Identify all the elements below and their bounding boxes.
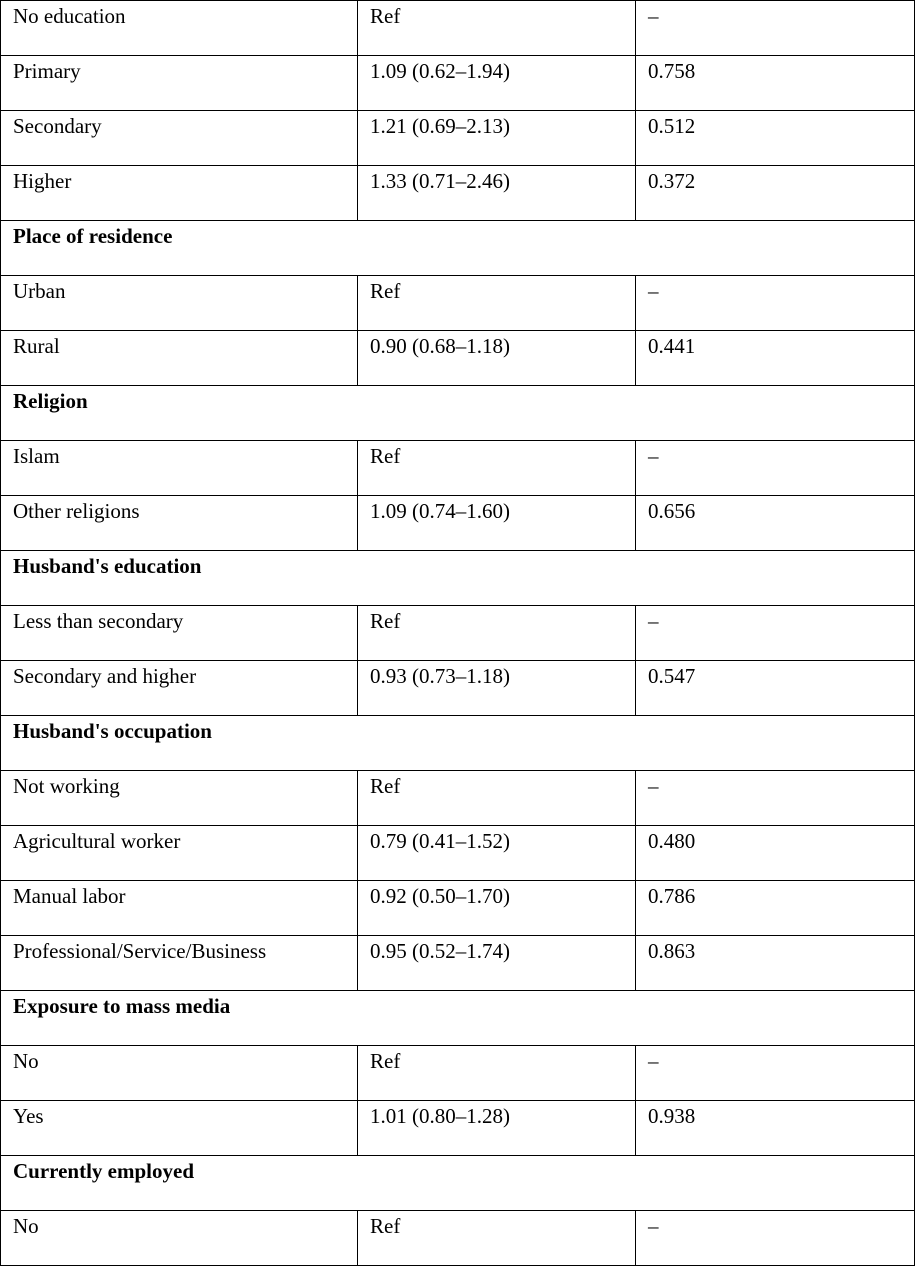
- table-row: [1, 1211, 915, 1266]
- variable-label-cell: Professional/Service/Business: [1, 936, 358, 991]
- section-label: Place of residence: [1, 221, 915, 276]
- p-value-cell: 0.480: [636, 826, 915, 881]
- odds-ratio-cell: Ref: [358, 276, 636, 331]
- section-header-row: [1, 386, 915, 441]
- table-row: [1, 1046, 915, 1101]
- section-label: Husband's education: [1, 551, 915, 606]
- p-value-cell: 0.786: [636, 881, 915, 936]
- p-value-cell: 0.441: [636, 331, 915, 386]
- p-value-cell: –: [636, 1, 915, 56]
- section-label: Currently employed: [1, 1156, 915, 1211]
- odds-ratio-cell: 1.09 (0.62–1.94): [358, 56, 636, 111]
- odds-ratio-cell: 0.92 (0.50–1.70): [358, 881, 636, 936]
- p-value-cell: 0.758: [636, 56, 915, 111]
- table-row: [1, 111, 915, 166]
- p-value-cell: –: [636, 606, 915, 661]
- variable-label-cell: Rural: [1, 331, 358, 386]
- table-row: [1, 881, 915, 936]
- table-row: [1, 496, 915, 551]
- odds-ratio-cell: 0.95 (0.52–1.74): [358, 936, 636, 991]
- table-row: [1, 771, 915, 826]
- variable-label-cell: Urban: [1, 276, 358, 331]
- table-row: [1, 936, 915, 991]
- variable-label-cell: Primary: [1, 56, 358, 111]
- section-label: Religion: [1, 386, 915, 441]
- odds-ratio-cell: 1.33 (0.71–2.46): [358, 166, 636, 221]
- p-value-cell: 0.372: [636, 166, 915, 221]
- odds-ratio-cell: 1.21 (0.69–2.13): [358, 111, 636, 166]
- table-body: [1, 1, 915, 1266]
- variable-label-cell: No education: [1, 1, 358, 56]
- section-header-row: [1, 1156, 915, 1211]
- p-value-cell: –: [636, 1211, 915, 1266]
- odds-ratio-cell: Ref: [358, 441, 636, 496]
- section-header-row: [1, 551, 915, 606]
- variable-label-cell: Secondary and higher: [1, 661, 358, 716]
- variable-label-cell: Higher: [1, 166, 358, 221]
- variable-label-cell: Yes: [1, 1101, 358, 1156]
- section-header-row: [1, 221, 915, 276]
- p-value-cell: –: [636, 441, 915, 496]
- odds-ratio-cell: 0.79 (0.41–1.52): [358, 826, 636, 881]
- odds-ratio-cell: 0.90 (0.68–1.18): [358, 331, 636, 386]
- section-label: Exposure to mass media: [1, 991, 915, 1046]
- odds-ratio-cell: 0.93 (0.73–1.18): [358, 661, 636, 716]
- table-row: [1, 606, 915, 661]
- variable-label-cell: Manual labor: [1, 881, 358, 936]
- variable-label-cell: Agricultural worker: [1, 826, 358, 881]
- p-value-cell: 0.547: [636, 661, 915, 716]
- p-value-cell: 0.938: [636, 1101, 915, 1156]
- table-row: [1, 276, 915, 331]
- odds-ratio-cell: Ref: [358, 606, 636, 661]
- variable-label-cell: Islam: [1, 441, 358, 496]
- odds-ratio-cell: 1.01 (0.80–1.28): [358, 1101, 636, 1156]
- table-row: [1, 1101, 915, 1156]
- odds-ratio-cell: Ref: [358, 1, 636, 56]
- variable-label-cell: Secondary: [1, 111, 358, 166]
- variable-label-cell: Less than secondary: [1, 606, 358, 661]
- table-row: [1, 331, 915, 386]
- table-row: [1, 56, 915, 111]
- table-row: [1, 441, 915, 496]
- section-header-row: [1, 991, 915, 1046]
- p-value-cell: –: [636, 1046, 915, 1101]
- table-row: [1, 1, 915, 56]
- variable-label-cell: No: [1, 1046, 358, 1101]
- p-value-cell: 0.512: [636, 111, 915, 166]
- variable-label-cell: No: [1, 1211, 358, 1266]
- variable-label-cell: Not working: [1, 771, 358, 826]
- variable-label-cell: Other religions: [1, 496, 358, 551]
- odds-ratio-cell: Ref: [358, 1046, 636, 1101]
- table-row: [1, 826, 915, 881]
- odds-ratio-cell: Ref: [358, 1211, 636, 1266]
- section-label: Husband's occupation: [1, 716, 915, 771]
- table-row: [1, 661, 915, 716]
- table-row: [1, 166, 915, 221]
- odds-ratio-cell: 1.09 (0.74–1.60): [358, 496, 636, 551]
- section-header-row: [1, 716, 915, 771]
- p-value-cell: –: [636, 771, 915, 826]
- p-value-cell: –: [636, 276, 915, 331]
- p-value-cell: 0.656: [636, 496, 915, 551]
- p-value-cell: 0.863: [636, 936, 915, 991]
- odds-ratio-cell: Ref: [358, 771, 636, 826]
